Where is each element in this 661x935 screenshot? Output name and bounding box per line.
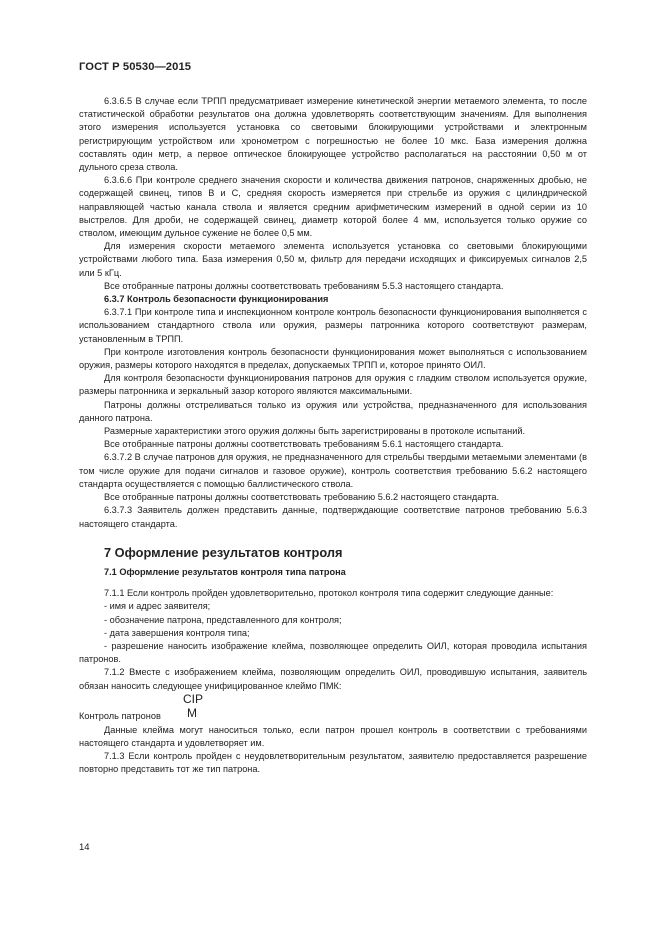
list-item: - разрешение наносить изображение клейма, позволяющее определить ОИЛ, которая проводила испытания патронов. <box>79 640 587 665</box>
paragraph-requirements-562: Все отобранные патроны должны соответствовать требованию 5.6.2 настоящего стандарта. <box>104 492 500 503</box>
paragraph-6365: 6.3.6.5 В случае если ТРПП предусматривает измерение кинетической энергии метаемого элемента, то после статистической обработки результатов она должна удовлетворять соответствующим значениям. Для выполнения этого измерения используется установка со световыми блокирующими устройствами и электронным регистрирующим устройством или хронометром с погрешностью не более 10 мкс. База измерения должна составлять один метр, а первое оптическое блокирующее устройство располагаться на расстоянии 0,50 м от дульного среза ствола. <box>79 96 587 173</box>
paragraph-711: 7.1.1 Если контроль пройден удовлетворительно, протокол контроля типа содержит следующие данные: <box>104 588 554 599</box>
section-7-title: 7 Оформление результатов контроля <box>104 544 343 560</box>
paragraph-6373: 6.3.7.3 Заявитель должен представить данные, подтверждающие соответствие патронов требованию 5.6.3 настоящего стандарта. <box>79 505 587 529</box>
paragraph-firing-weapon: Патроны должны отстреливаться только из оружия или устройства, предназначенного для использования данного патрона. <box>79 399 587 423</box>
paragraph-manufacturing-control: При контроле изготовления контроль безопасности функционирования может выполняться с использованием оружия, размеры которого находятся в пределах, допускаемых ТРПП и, которое принято ОИЛ. <box>79 346 587 371</box>
paragraph-6366: 6.3.6.6 При контроле среднего значения скорости и количества движения патронов, снаряженных дробью, не содержащей свинец, типов В и С, средняя скорость измеряется при стрельбе из оружия с цилиндрической направляющей частью канала ствола и является средним арифметическим измерений в одной серии из 10 выстрелов. Для дроби, не содержащей свинец, диаметр которой более 4 мм, используется только оружие со стволом, имеющим дульное сужение не более 0,5 мм. <box>79 175 587 239</box>
paragraph-6371: 6.3.7.1 При контроле типа и инспекционном контроле контроль безопасности функционирования выполняется с использованием стандартного ствола или оружия, размеры патронника которого соответствуют размерам, установленным в ТРПП. <box>79 307 587 344</box>
paragraph-velocity-measurement: Для измерения скорости метаемого элемента используется установка со световыми блокирующими устройствами любого типа. База измерения 0,50 м, фильтр для передачи исходящих и фиксируемых сигналов 2,5 или 5 кГц. <box>79 241 587 278</box>
heading-637: 6.3.7 Контроль безопасности функционирования <box>104 294 329 305</box>
list-item: - имя и адрес заявителя; <box>104 601 211 612</box>
stamp-label: Контроль патронов <box>79 710 161 721</box>
list-item: - обозначение патрона, представленного для контроля; <box>104 614 342 625</box>
section-71-title: 7.1 Оформление результатов контроля типа патрона <box>104 566 346 577</box>
paragraph-dimensions-recorded: Размерные характеристики этого оружия должны быть зарегистрированы в протоколе испытаний. <box>104 426 526 437</box>
pmk-stamp <box>79 693 587 724</box>
paragraph-712: 7.1.2 Вместе с изображением клейма, позволяющим определить ОИЛ, проводившую испытания, заявитель обязан наносить следующее унифицированное клеймо ПМК: <box>79 667 587 691</box>
standard-header: ГОСТ Р 50530—2015 <box>79 61 192 73</box>
stamp-cip: CIP <box>183 691 204 706</box>
paragraph-stamp-conditions: Данные клейма могут наноситься только, если патрон прошел контроль в соответствии с требованиями настоящего стандарта и удовлетворяет им. <box>79 724 587 748</box>
paragraph-713: 7.1.3 Если контроль пройден с неудовлетворительным результатом, заявителю предоставляется разрешение повторно представить тот же тип патрона. <box>79 751 587 775</box>
list-item: - дата завершения контроля типа; <box>104 627 250 638</box>
paragraph-requirements-561: Все отобранные патроны должны соответствовать требованиям 5.6.1 настоящего стандарта. <box>104 439 504 450</box>
paragraph-smoothbore-control: Для контроля безопасности функционирования патронов для оружия с гладким стволом используется оружие, размеры патронника и зеркальный зазор которого являются максимальными. <box>79 373 587 397</box>
document-body <box>79 95 587 777</box>
paragraph-6372: 6.3.7.2 В случае патронов для оружия, не предназначенного для стрельбы твердыми метаемыми элементами (в том числе оружие для подачи сигналов и газовое оружие), контроль соответствия требованию 5.6.2 настоящего стандарта осуществляется с помощью баллистического ствола. <box>79 452 587 489</box>
stamp-letter: M <box>187 705 197 720</box>
page-number: 14 <box>79 842 90 853</box>
paragraph-requirements-553: Все отобранные патроны должны соответствовать требованиям 5.5.3 настоящего стандарта. <box>104 280 504 291</box>
